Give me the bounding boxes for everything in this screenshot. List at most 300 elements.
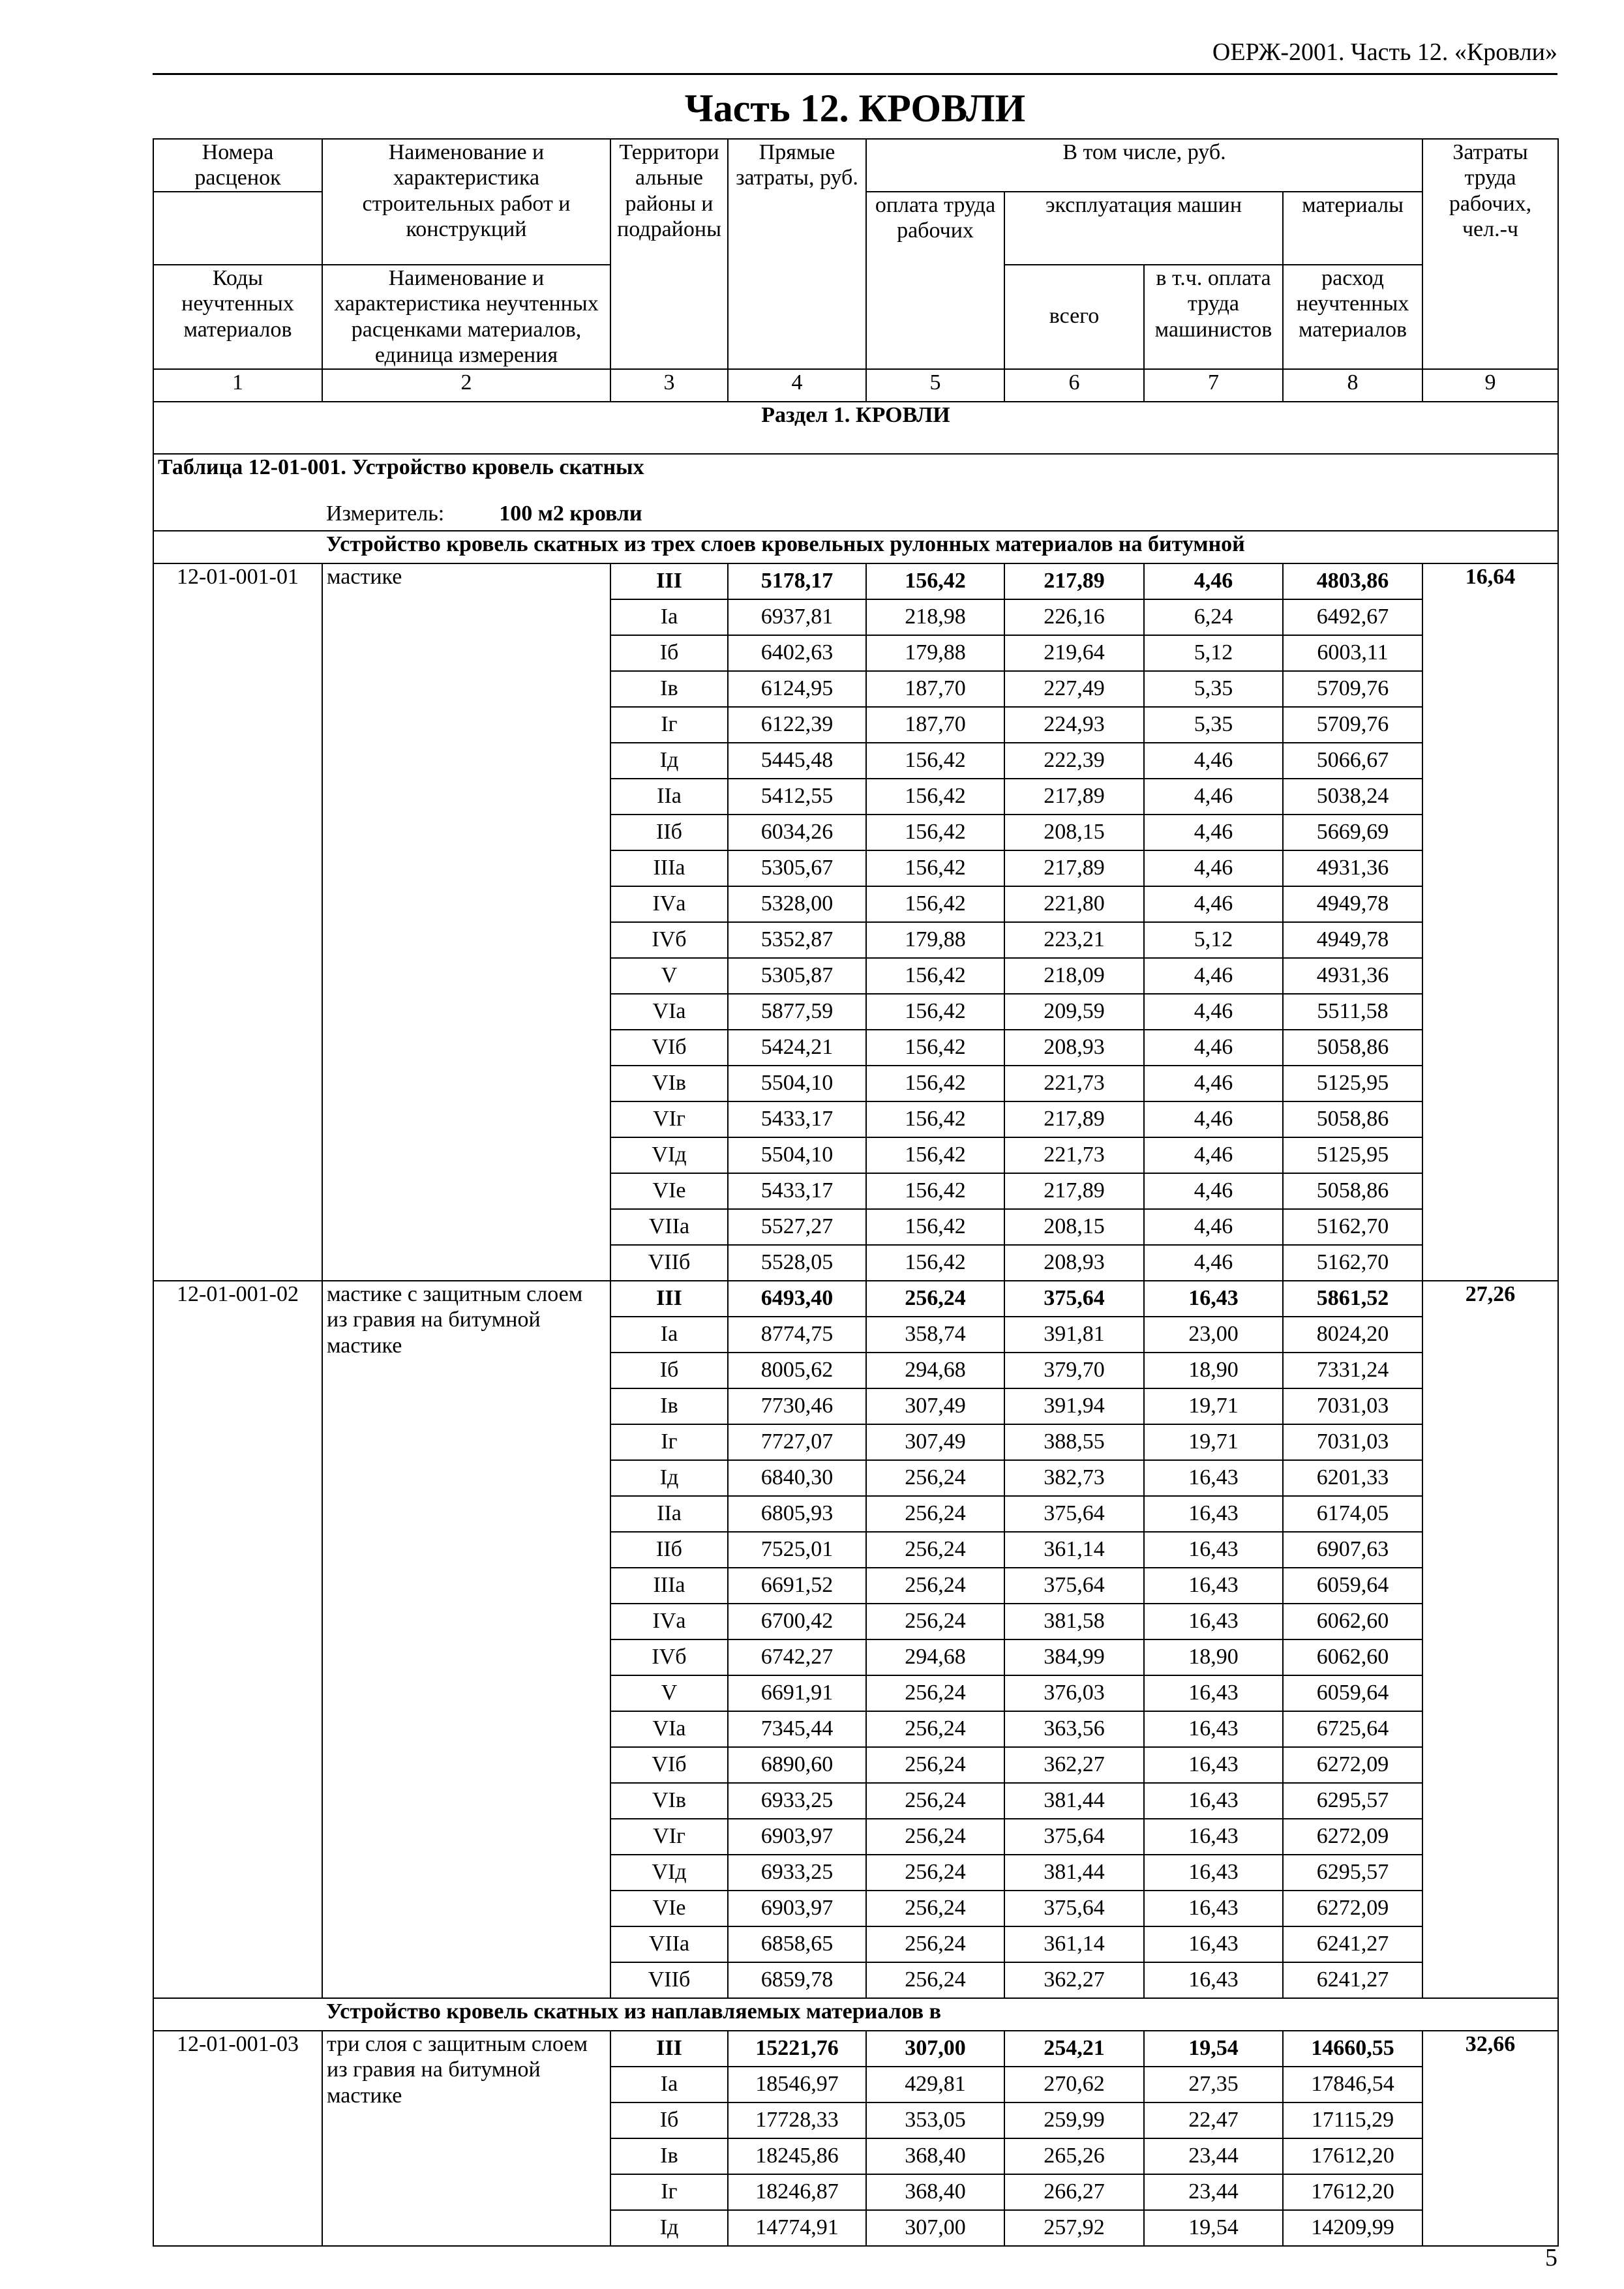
materials: 5162,70	[1283, 1209, 1422, 1245]
district: Iд	[610, 2210, 728, 2246]
direct-cost: 5877,59	[728, 994, 866, 1030]
direct-cost: 17728,33	[728, 2102, 866, 2138]
header-rule	[153, 73, 1557, 75]
operator-pay: 4,46	[1144, 1066, 1283, 1101]
machines-total: 226,16	[1004, 599, 1144, 635]
direct-cost: 5433,17	[728, 1101, 866, 1137]
work-description: три слоя с защитным слоем из гравия на битумной мастике	[322, 2031, 610, 2246]
direct-cost: 7345,44	[728, 1711, 866, 1747]
direct-cost: 6124,95	[728, 671, 866, 707]
materials: 6174,05	[1283, 1496, 1422, 1532]
worker-pay: 294,68	[866, 1639, 1004, 1675]
materials: 6907,63	[1283, 1532, 1422, 1568]
machines-total: 208,15	[1004, 1209, 1144, 1245]
work-description: мастике с защитным слоем из гравия на битумной мастике	[322, 1281, 610, 1998]
operator-pay: 4,46	[1144, 815, 1283, 850]
district: VIв	[610, 1783, 728, 1819]
machines-total: 376,03	[1004, 1675, 1144, 1711]
materials: 6295,57	[1283, 1783, 1422, 1819]
materials: 5511,58	[1283, 994, 1422, 1030]
machines-total: 363,56	[1004, 1711, 1144, 1747]
materials: 5058,86	[1283, 1101, 1422, 1137]
district: Iв	[610, 1388, 728, 1424]
direct-cost: 5504,10	[728, 1066, 866, 1101]
district: VIг	[610, 1101, 728, 1137]
materials: 6003,11	[1283, 635, 1422, 671]
worker-pay: 307,00	[866, 2031, 1004, 2067]
machines-total: 391,94	[1004, 1388, 1144, 1424]
materials: 5125,95	[1283, 1066, 1422, 1101]
district: Iд	[610, 1460, 728, 1496]
materials: 8024,20	[1283, 1317, 1422, 1353]
col-num-8: 8	[1283, 369, 1422, 402]
materials: 5125,95	[1283, 1137, 1422, 1173]
operator-pay: 4,46	[1144, 1173, 1283, 1209]
header-machines: эксплуатация машин	[1004, 192, 1283, 265]
operator-pay: 4,46	[1144, 1245, 1283, 1281]
worker-pay: 368,40	[866, 2138, 1004, 2174]
machines-total: 362,27	[1004, 1747, 1144, 1783]
direct-cost: 6691,52	[728, 1568, 866, 1604]
materials: 5162,70	[1283, 1245, 1422, 1281]
worker-pay: 179,88	[866, 922, 1004, 958]
operator-pay: 16,43	[1144, 1819, 1283, 1855]
district: IIб	[610, 815, 728, 850]
materials: 6272,09	[1283, 1891, 1422, 1926]
direct-cost: 6122,39	[728, 707, 866, 743]
machines-total: 217,89	[1004, 850, 1144, 886]
table-row	[153, 2031, 1558, 2067]
operator-pay: 6,24	[1144, 599, 1283, 635]
operator-pay: 4,46	[1144, 994, 1283, 1030]
machines-total: 375,64	[1004, 1281, 1144, 1317]
district: Iв	[610, 2138, 728, 2174]
direct-cost: 5528,05	[728, 1245, 866, 1281]
machines-total: 219,64	[1004, 635, 1144, 671]
operator-pay: 4,46	[1144, 1209, 1283, 1245]
operator-pay: 4,46	[1144, 1101, 1283, 1137]
materials: 6062,60	[1283, 1639, 1422, 1675]
district: IVа	[610, 886, 728, 922]
group-spacer	[153, 531, 322, 563]
district: Iв	[610, 671, 728, 707]
machines-total: 375,64	[1004, 1496, 1144, 1532]
operator-pay: 4,46	[1144, 1137, 1283, 1173]
operator-pay: 16,43	[1144, 1926, 1283, 1962]
operator-pay: 23,44	[1144, 2174, 1283, 2210]
operator-pay: 4,46	[1144, 850, 1283, 886]
header-materials: материалы	[1283, 192, 1422, 265]
col-num-3: 3	[610, 369, 728, 402]
district: VIа	[610, 994, 728, 1030]
materials: 6059,64	[1283, 1568, 1422, 1604]
worker-pay: 307,49	[866, 1388, 1004, 1424]
machines-total: 270,62	[1004, 2067, 1144, 2102]
materials: 14660,55	[1283, 2031, 1422, 2067]
direct-cost: 14774,91	[728, 2210, 866, 2246]
district: VIв	[610, 1066, 728, 1101]
direct-cost: 6742,27	[728, 1639, 866, 1675]
district: Iб	[610, 635, 728, 671]
worker-pay: 358,74	[866, 1317, 1004, 1353]
worker-pay: 368,40	[866, 2174, 1004, 2210]
direct-cost: 5328,00	[728, 886, 866, 922]
worker-pay: 187,70	[866, 671, 1004, 707]
header-territorial-districts: Территори альные районы и подрайоны	[610, 139, 728, 369]
header-direct-costs: Прямые затраты, руб.	[728, 139, 866, 369]
machines-total: 221,73	[1004, 1137, 1144, 1173]
operator-pay: 16,43	[1144, 1281, 1283, 1317]
col-num-5: 5	[866, 369, 1004, 402]
district: IIб	[610, 1532, 728, 1568]
machines-total: 362,27	[1004, 1962, 1144, 1998]
header-machines-total: всего	[1004, 265, 1144, 369]
district: IVб	[610, 922, 728, 958]
operator-pay: 5,12	[1144, 635, 1283, 671]
operator-pay: 16,43	[1144, 1747, 1283, 1783]
operator-pay: 19,54	[1144, 2031, 1283, 2067]
materials: 6241,27	[1283, 1962, 1422, 1998]
labor-hours: 27,26	[1422, 1281, 1558, 1998]
worker-pay: 256,24	[866, 1711, 1004, 1747]
worker-pay: 156,42	[866, 994, 1004, 1030]
operator-pay: 16,43	[1144, 1783, 1283, 1819]
running-header: ОЕРЖ-2001. Часть 12. «Кровли»	[1212, 38, 1557, 66]
district: VIб	[610, 1030, 728, 1066]
operator-pay: 16,43	[1144, 1962, 1283, 1998]
materials: 17612,20	[1283, 2174, 1422, 2210]
worker-pay: 429,81	[866, 2067, 1004, 2102]
worker-pay: 156,42	[866, 1137, 1004, 1173]
direct-cost: 6858,65	[728, 1926, 866, 1962]
operator-pay: 4,46	[1144, 743, 1283, 779]
machines-total: 217,89	[1004, 779, 1144, 815]
worker-pay: 256,24	[866, 1855, 1004, 1891]
machines-total: 388,55	[1004, 1424, 1144, 1460]
machines-total: 227,49	[1004, 671, 1144, 707]
worker-pay: 156,42	[866, 743, 1004, 779]
materials: 7031,03	[1283, 1424, 1422, 1460]
worker-pay: 256,24	[866, 1783, 1004, 1819]
header-labor-costs: Затраты труда рабочих, чел.-ч	[1422, 139, 1558, 369]
header-material-names: Наименование и характеристика неучтенных расценками материалов, единица измерения	[322, 265, 610, 369]
worker-pay: 256,24	[866, 1747, 1004, 1783]
district: VIб	[610, 1747, 728, 1783]
table-row	[153, 1281, 1558, 1317]
measure-value: 100 м2 кровли	[499, 501, 642, 526]
materials: 6241,27	[1283, 1926, 1422, 1962]
operator-pay: 16,43	[1144, 1568, 1283, 1604]
direct-cost: 6805,93	[728, 1496, 866, 1532]
worker-pay: 179,88	[866, 635, 1004, 671]
worker-pay: 156,42	[866, 779, 1004, 815]
materials: 4803,86	[1283, 563, 1422, 599]
district: Iа	[610, 2067, 728, 2102]
worker-pay: 156,42	[866, 1030, 1004, 1066]
machines-total: 375,64	[1004, 1568, 1144, 1604]
direct-cost: 7727,07	[728, 1424, 866, 1460]
header-rate-numbers: Номера расценок	[153, 139, 322, 192]
worker-pay: 156,42	[866, 886, 1004, 922]
col-num-1: 1	[153, 369, 322, 402]
materials: 17846,54	[1283, 2067, 1422, 2102]
worker-pay: 156,42	[866, 815, 1004, 850]
col-num-4: 4	[728, 369, 866, 402]
materials: 6272,09	[1283, 1819, 1422, 1855]
worker-pay: 156,42	[866, 850, 1004, 886]
direct-cost: 15221,76	[728, 2031, 866, 2067]
worker-pay: 294,68	[866, 1353, 1004, 1388]
worker-pay: 156,42	[866, 1209, 1004, 1245]
materials: 4931,36	[1283, 850, 1422, 886]
direct-cost: 5352,87	[728, 922, 866, 958]
materials: 6201,33	[1283, 1460, 1422, 1496]
materials: 5709,76	[1283, 671, 1422, 707]
direct-cost: 5504,10	[728, 1137, 866, 1173]
machines-total: 224,93	[1004, 707, 1144, 743]
operator-pay: 4,46	[1144, 779, 1283, 815]
direct-cost: 6937,81	[728, 599, 866, 635]
district: IVб	[610, 1639, 728, 1675]
rate-code: 12-01-001-02	[153, 1281, 322, 1998]
materials: 5038,24	[1283, 779, 1422, 815]
materials: 6272,09	[1283, 1747, 1422, 1783]
direct-cost: 6933,25	[728, 1783, 866, 1819]
district: IIIа	[610, 850, 728, 886]
worker-pay: 256,24	[866, 1962, 1004, 1998]
materials: 17115,29	[1283, 2102, 1422, 2138]
machines-total: 379,70	[1004, 1353, 1144, 1388]
materials: 14209,99	[1283, 2210, 1422, 2246]
machines-total: 381,58	[1004, 1604, 1144, 1639]
labor-hours: 16,64	[1422, 563, 1558, 1281]
district: IIа	[610, 779, 728, 815]
direct-cost: 6859,78	[728, 1962, 866, 1998]
direct-cost: 7730,46	[728, 1388, 866, 1424]
district: IVа	[610, 1604, 728, 1639]
worker-pay: 156,42	[866, 1066, 1004, 1101]
worker-pay: 256,24	[866, 1819, 1004, 1855]
district: Iб	[610, 2102, 728, 2138]
operator-pay: 22,47	[1144, 2102, 1283, 2138]
machines-total: 375,64	[1004, 1891, 1144, 1926]
worker-pay: 156,42	[866, 1173, 1004, 1209]
direct-cost: 5424,21	[728, 1030, 866, 1066]
operator-pay: 4,46	[1144, 958, 1283, 994]
operator-pay: 23,44	[1144, 2138, 1283, 2174]
operator-pay: 16,43	[1144, 1891, 1283, 1926]
materials: 5066,67	[1283, 743, 1422, 779]
district: Iг	[610, 2174, 728, 2210]
direct-cost: 6034,26	[728, 815, 866, 850]
operator-pay: 5,12	[1144, 922, 1283, 958]
materials: 5709,76	[1283, 707, 1422, 743]
operator-pay: 4,46	[1144, 886, 1283, 922]
measure-line	[322, 501, 1558, 531]
worker-pay: 307,49	[866, 1424, 1004, 1460]
header-rate-numbers-cont	[153, 192, 322, 265]
district: III	[610, 563, 728, 599]
district: V	[610, 1675, 728, 1711]
direct-cost: 5445,48	[728, 743, 866, 779]
machines-total: 217,89	[1004, 563, 1144, 599]
machines-total: 361,14	[1004, 1532, 1144, 1568]
col-num-2: 2	[322, 369, 610, 402]
page-number: 5	[1545, 2244, 1557, 2271]
direct-cost: 5433,17	[728, 1173, 866, 1209]
header-worker-pay: оплата труда рабочих	[866, 192, 1004, 369]
direct-cost: 6840,30	[728, 1460, 866, 1496]
direct-cost: 18245,86	[728, 2138, 866, 2174]
operator-pay: 27,35	[1144, 2067, 1283, 2102]
materials: 6492,67	[1283, 599, 1422, 635]
district: VIд	[610, 1855, 728, 1891]
district: VIIа	[610, 1926, 728, 1962]
direct-cost: 6402,63	[728, 635, 866, 671]
measure-spacer	[153, 501, 322, 531]
worker-pay: 353,05	[866, 2102, 1004, 2138]
machines-total: 391,81	[1004, 1317, 1144, 1353]
direct-cost: 18246,87	[728, 2174, 866, 2210]
materials: 7031,03	[1283, 1388, 1422, 1424]
materials: 7331,24	[1283, 1353, 1422, 1388]
worker-pay: 307,00	[866, 2210, 1004, 2246]
district: VIIб	[610, 1245, 728, 1281]
machines-total: 223,21	[1004, 922, 1144, 958]
worker-pay: 256,24	[866, 1675, 1004, 1711]
district: VIIа	[610, 1209, 728, 1245]
rate-code: 12-01-001-03	[153, 2031, 322, 2246]
operator-pay: 4,46	[1144, 563, 1283, 599]
operator-pay: 18,90	[1144, 1353, 1283, 1388]
worker-pay: 187,70	[866, 707, 1004, 743]
materials: 4931,36	[1283, 958, 1422, 994]
district: Iд	[610, 743, 728, 779]
district: III	[610, 2031, 728, 2067]
operator-pay: 19,54	[1144, 2210, 1283, 2246]
machines-total: 259,99	[1004, 2102, 1144, 2138]
machines-total: 381,44	[1004, 1783, 1144, 1819]
materials: 6059,64	[1283, 1675, 1422, 1711]
district: VIе	[610, 1891, 728, 1926]
machines-total: 266,27	[1004, 2174, 1144, 2210]
operator-pay: 16,43	[1144, 1711, 1283, 1747]
operator-pay: 19,71	[1144, 1424, 1283, 1460]
operator-pay: 16,43	[1144, 1855, 1283, 1891]
col-num-9: 9	[1422, 369, 1558, 402]
district: VIа	[610, 1711, 728, 1747]
machines-total: 221,73	[1004, 1066, 1144, 1101]
section-title: Раздел 1. КРОВЛИ	[153, 402, 1558, 454]
direct-cost: 6700,42	[728, 1604, 866, 1639]
district: Iб	[610, 1353, 728, 1388]
operator-pay: 19,71	[1144, 1388, 1283, 1424]
materials: 6062,60	[1283, 1604, 1422, 1639]
rate-code: 12-01-001-01	[153, 563, 322, 1281]
page-title: Часть 12. КРОВЛИ	[684, 87, 1026, 130]
col-num-7: 7	[1144, 369, 1283, 402]
measure-label: Измеритель:	[326, 501, 445, 526]
machines-total: 208,15	[1004, 815, 1144, 850]
direct-cost: 6691,91	[728, 1675, 866, 1711]
district: VIг	[610, 1819, 728, 1855]
operator-pay: 16,43	[1144, 1675, 1283, 1711]
direct-cost: 5305,67	[728, 850, 866, 886]
worker-pay: 256,24	[866, 1460, 1004, 1496]
worker-pay: 256,24	[866, 1281, 1004, 1317]
direct-cost: 8005,62	[728, 1353, 866, 1388]
machines-total: 382,73	[1004, 1460, 1144, 1496]
machines-total: 208,93	[1004, 1245, 1144, 1281]
worker-pay: 218,98	[866, 599, 1004, 635]
materials: 5669,69	[1283, 815, 1422, 850]
machines-total: 265,26	[1004, 2138, 1144, 2174]
work-description: мастике	[322, 563, 610, 1281]
direct-cost: 5412,55	[728, 779, 866, 815]
district: VIIб	[610, 1962, 728, 1998]
labor-hours: 32,66	[1422, 2031, 1558, 2246]
machines-total: 375,64	[1004, 1819, 1144, 1855]
worker-pay: 256,24	[866, 1532, 1004, 1568]
direct-cost: 5305,87	[728, 958, 866, 994]
price-table	[153, 138, 1559, 2247]
machines-total: 222,39	[1004, 743, 1144, 779]
worker-pay: 256,24	[866, 1496, 1004, 1532]
operator-pay: 5,35	[1144, 707, 1283, 743]
group-spacer	[153, 1998, 322, 2031]
group-title: Устройство кровель скатных из наплавляемых материалов в	[322, 1998, 1558, 2031]
materials: 5058,86	[1283, 1173, 1422, 1209]
operator-pay: 16,43	[1144, 1604, 1283, 1639]
operator-pay: 16,43	[1144, 1460, 1283, 1496]
direct-cost: 18546,97	[728, 2067, 866, 2102]
machines-total: 221,80	[1004, 886, 1144, 922]
worker-pay: 256,24	[866, 1604, 1004, 1639]
direct-cost: 6903,97	[728, 1891, 866, 1926]
district: Iа	[610, 1317, 728, 1353]
worker-pay: 256,24	[866, 1926, 1004, 1962]
materials: 4949,78	[1283, 886, 1422, 922]
district: Iа	[610, 599, 728, 635]
table-title: Таблица 12-01-001. Устройство кровель скатных	[153, 454, 1558, 501]
materials: 4949,78	[1283, 922, 1422, 958]
machines-total: 218,09	[1004, 958, 1144, 994]
direct-cost: 6903,97	[728, 1819, 866, 1855]
operator-pay: 18,90	[1144, 1639, 1283, 1675]
district: VIд	[610, 1137, 728, 1173]
district: IIIа	[610, 1568, 728, 1604]
machines-total: 384,99	[1004, 1639, 1144, 1675]
machines-total: 254,21	[1004, 2031, 1144, 2067]
worker-pay: 156,42	[866, 1101, 1004, 1137]
direct-cost: 5178,17	[728, 563, 866, 599]
table-row	[153, 563, 1558, 599]
machines-total: 381,44	[1004, 1855, 1144, 1891]
direct-cost: 6933,25	[728, 1855, 866, 1891]
materials: 17612,20	[1283, 2138, 1422, 2174]
header-material-usage: расход неучтенных материалов	[1283, 265, 1422, 369]
header-material-codes: Коды неучтенных материалов	[153, 265, 322, 369]
operator-pay: 16,43	[1144, 1532, 1283, 1568]
machines-total: 361,14	[1004, 1926, 1144, 1962]
materials: 5861,52	[1283, 1281, 1422, 1317]
header-operator-pay: в т.ч. оплата труда машинистов	[1144, 265, 1283, 369]
machines-total: 209,59	[1004, 994, 1144, 1030]
operator-pay: 23,00	[1144, 1317, 1283, 1353]
direct-cost: 6493,40	[728, 1281, 866, 1317]
materials: 6725,64	[1283, 1711, 1422, 1747]
worker-pay: 156,42	[866, 1245, 1004, 1281]
